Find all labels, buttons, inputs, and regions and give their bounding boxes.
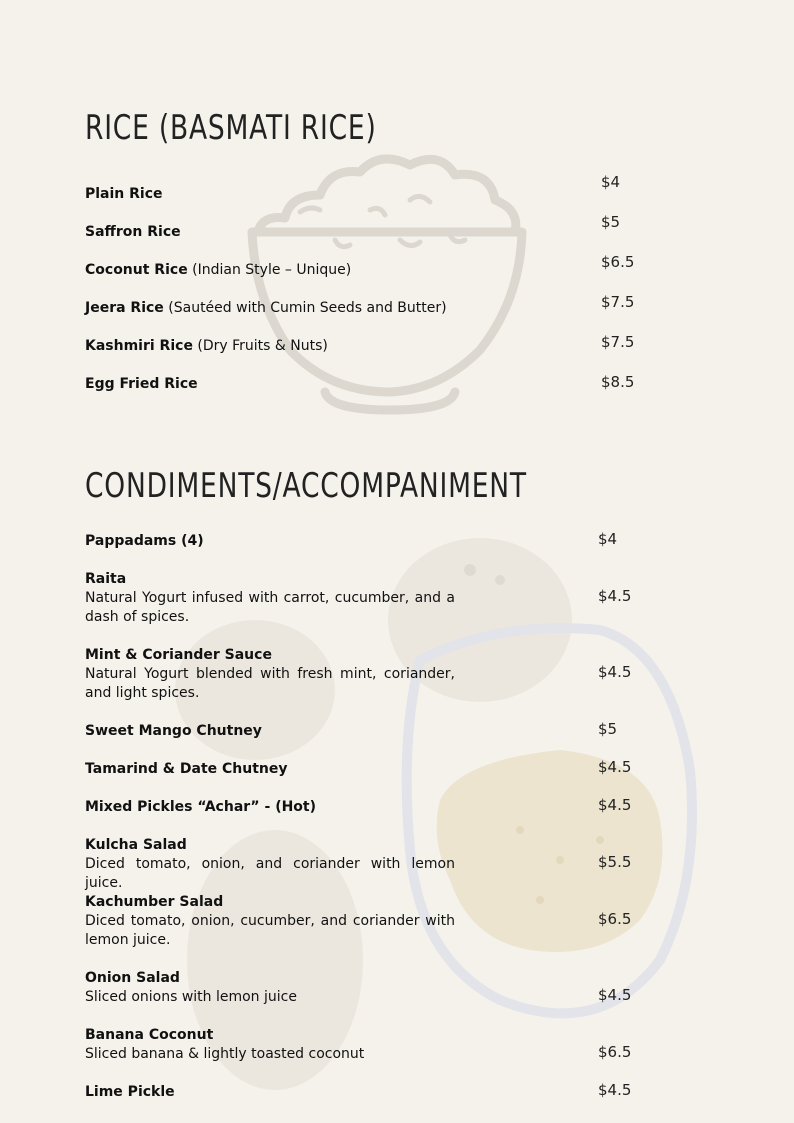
item-price: $6.5 (598, 1043, 632, 1061)
item-name: Kulcha Salad (85, 837, 187, 853)
menu-item-mint-coriander-sauce (85, 646, 455, 703)
item-name: Mixed Pickles “Achar” - (Hot) (85, 799, 317, 815)
item-name: Tamarind & Date Chutney (85, 761, 288, 777)
item-price: $4 (601, 173, 621, 191)
menu-item-kashmiri-rice (85, 337, 455, 356)
item-name: Sweet Mango Chutney (85, 723, 262, 739)
item-description: Diced tomato, onion, and coriander with lemon juice. (85, 856, 455, 891)
item-description: Natural Yogurt blended with fresh mint, coriander, and light spices. (85, 666, 455, 701)
item-name: Kachumber Salad (85, 894, 224, 910)
item-price: $7.5 (601, 333, 635, 351)
item-description: Diced tomato, onion, cucumber, and coriander with lemon juice. (85, 913, 455, 948)
menu-item-jeera-rice (85, 299, 455, 318)
item-description: Sliced onions with lemon juice (85, 989, 297, 1005)
item-price: $4.5 (598, 663, 632, 681)
menu-item-egg-fried-rice (85, 375, 455, 394)
menu-item-pappadams (85, 532, 455, 551)
item-name: Raita (85, 571, 127, 587)
item-name: Jeera Rice (85, 300, 164, 316)
menu-item-sweet-mango-chutney (85, 722, 455, 741)
menu-item-saffron-rice (85, 223, 455, 242)
menu-item-onion-salad (85, 969, 455, 1007)
item-price: $6.5 (601, 253, 635, 271)
item-price: $5.5 (598, 853, 632, 871)
item-name: Egg Fried Rice (85, 376, 198, 392)
item-price: $4.5 (598, 1081, 632, 1099)
menu-item-kulcha-salad (85, 836, 455, 893)
item-description: Natural Yogurt infused with carrot, cucumber, and a dash of spices. (85, 590, 455, 625)
rice-section-title: RICE (BASMATI RICE) (85, 108, 377, 148)
menu-item-mixed-pickles (85, 798, 455, 817)
item-description: Sliced banana & lightly toasted coconut (85, 1046, 365, 1062)
menu-item-lime-pickle (85, 1083, 455, 1102)
item-name: Pappadams (4) (85, 533, 204, 549)
menu-item-coconut-rice (85, 261, 455, 280)
item-name: Kashmiri Rice (85, 338, 193, 354)
condiments-section-title: CONDIMENTS/ACCOMPANIMENT (85, 466, 527, 506)
item-note: (Dry Fruits & Nuts) (192, 338, 328, 354)
item-name: Coconut Rice (85, 262, 188, 278)
item-name: Saffron Rice (85, 224, 181, 240)
item-price: $8.5 (601, 373, 635, 391)
item-price: $4 (598, 530, 618, 548)
item-price: $7.5 (601, 293, 635, 311)
item-note: (Indian Style – Unique) (187, 262, 352, 278)
menu-item-banana-coconut (85, 1026, 455, 1064)
item-price: $4.5 (598, 587, 632, 605)
item-note: (Sautéed with Cumin Seeds and Butter) (163, 300, 447, 316)
menu-item-plain-rice (85, 185, 455, 204)
menu-item-kachumber-salad (85, 893, 455, 950)
item-name: Plain Rice (85, 186, 163, 202)
item-name: Onion Salad (85, 970, 180, 986)
item-price: $4.5 (598, 758, 632, 776)
menu-item-raita (85, 570, 455, 627)
item-price: $4.5 (598, 796, 632, 814)
item-price: $6.5 (598, 910, 632, 928)
item-name: Lime Pickle (85, 1084, 175, 1100)
menu-item-tamarind-date-chutney (85, 760, 455, 779)
item-price: $5 (601, 213, 621, 231)
item-price: $5 (598, 720, 618, 738)
item-name: Mint & Coriander Sauce (85, 647, 272, 663)
item-price: $4.5 (598, 986, 632, 1004)
item-name: Banana Coconut (85, 1027, 214, 1043)
